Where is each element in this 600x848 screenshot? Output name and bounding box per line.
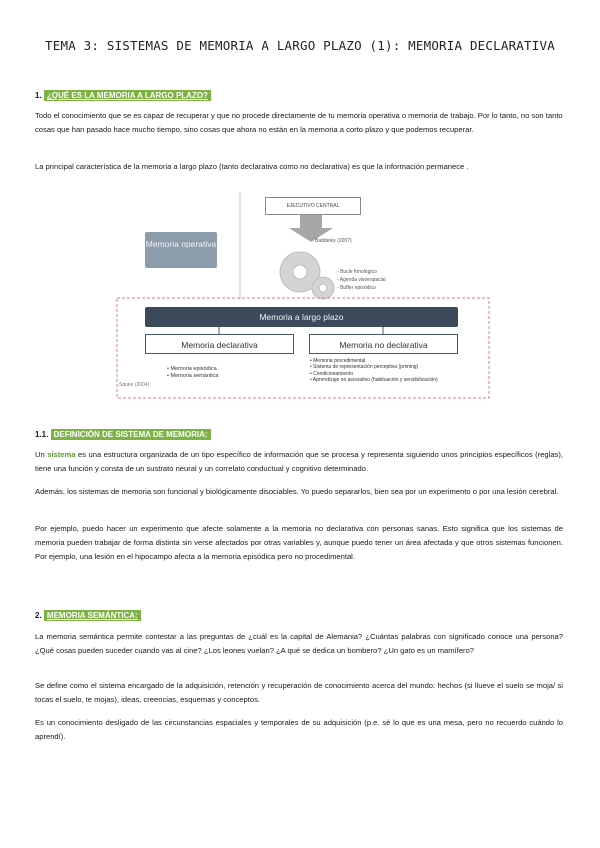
sistema-term: sistema: [47, 450, 76, 459]
list-item: • Condicionamiento: [310, 370, 354, 377]
section-2-title: MEMORIA SEMÁNTICA:: [44, 610, 141, 621]
section-1-1-number: 1.1.: [35, 430, 49, 439]
subsystem-item: - Bucle fonológico: [337, 269, 377, 275]
section-2-paragraph-3: Es un conocimiento desligado de las circunstancias espaciales y temporales de su adquisición (p.e. sé lo que es una mesa, pero no recuerdo cuándo lo aprendí).: [35, 718, 563, 741]
memoria-declarativa-box: Memoria declarativa: [145, 334, 294, 354]
section-2-heading: [35, 611, 141, 620]
subsystem-item: - Buffer episódico: [337, 285, 376, 291]
section-1-number: 1.: [35, 91, 42, 100]
memory-systems-diagram: [115, 190, 491, 400]
section-1-paragraph-2: La principal característica de la memoria a largo plazo (tanto declarativa como no declarativa) es que la información permanece .: [35, 162, 469, 171]
section-2-paragraph-1: La memoria semántica permite contestar a las preguntas de ¿cuál es la capital de Alemania? ¿Cuántas palabras con significado conoce una persona? ¿Qué cosas pueden suceder cuando vas al cine? ¿Los leones vuelan? ¿A qué se dedica un bombero? ¿Un gato es un mamífero?: [35, 632, 563, 655]
section-1-heading: [35, 91, 211, 100]
section-1-1-heading: [35, 430, 211, 439]
memoria-no-declarativa-box: Memoria no declarativa: [309, 334, 458, 354]
squire-citation: Squire (2004): [119, 382, 150, 388]
subsystem-item: - Agenda visoespacial: [337, 277, 386, 283]
list-item: • Memoria semántica: [167, 373, 219, 379]
section-1-title: ¿QUÉ ES LA MEMORIA A LARGO PLAZO?: [44, 90, 211, 101]
section-1-paragraph-1: Todo el conocimiento que se es capaz de recuperar y que no procede directamente de tu memoria operativa o memoria de trabajo. Por lo tanto, no son tanto cosas que han pasado hace mucho tiempo, sino cosas que ahora no están en la memoria a corto plazo y que podemos recuperar.: [35, 111, 563, 134]
list-item: • Memoria procedimental: [310, 358, 366, 364]
list-item: • Aprendizaje no asociativo (habituación y sensibilización): [310, 376, 438, 383]
page-title: TEMA 3: SISTEMAS DE MEMORIA A LARGO PLAZO (1): MEMORIA DECLARATIVA: [45, 38, 555, 53]
declarativa-list: [167, 366, 218, 380]
section-1-1-paragraph-1: Un sistema es una estructura organizada de un tipo específico de información que se procesa y representa siguiendo unos principios específicos (reglas), tiene una función y consta de un sustrato neural y un correlato conductual y cognitivo determinado.: [35, 450, 563, 473]
gear-icon: [280, 252, 334, 299]
section-1-1-paragraph-2: Además, los sistemas de memoria son funcional y biológicamente disociables. Yo puedo separarlos, bien sea por un experimento o por una lesión cerebral.: [35, 487, 559, 496]
section-2-number: 2.: [35, 611, 42, 620]
ejecutivo-central-box: EJECUTIVO CENTRAL: [265, 197, 361, 215]
memoria-operativa-label: Memoria operativa: [145, 239, 217, 249]
baddeley-citation: Baddeley (2007): [315, 238, 352, 244]
section-1-1-paragraph-3: Por ejemplo, puedo hacer un experimento que afecte solamente a la memoria no declarativa con personas sanas. Esto significa que los sistemas de memoria pueden trabajar de forma distinta sin verse afectados por otras variables y, aunque puedo tener un área afectada y que otros sistemas funcionen. Por ejemplo, una lesión en el hipocampo afecta a la memoria episódica pero no procedimental.: [35, 524, 563, 561]
working-memory-subsystems: [337, 268, 386, 292]
section-1-1-title: DEFINICIÓN DE SISTEMA DE MEMORIA:: [51, 429, 211, 440]
no-declarativa-list: [310, 358, 438, 383]
memoria-largo-plazo-box: Memoria a largo plazo: [145, 307, 458, 327]
list-item: • Sistema de representación perceptiva (priming): [310, 364, 419, 371]
section-2-paragraph-2: Se define como el sistema encargado de la adquisición, retención y recuperación de conocimiento acerca del mundo: hechos (si llueve el suelo se moja/ si tocas el suelo, te mojas), ideas, creencias, esquemas y conceptos.: [35, 681, 563, 704]
memoria-operativa-box: [145, 232, 217, 268]
list-item: • Memoria episódica: [167, 366, 217, 372]
